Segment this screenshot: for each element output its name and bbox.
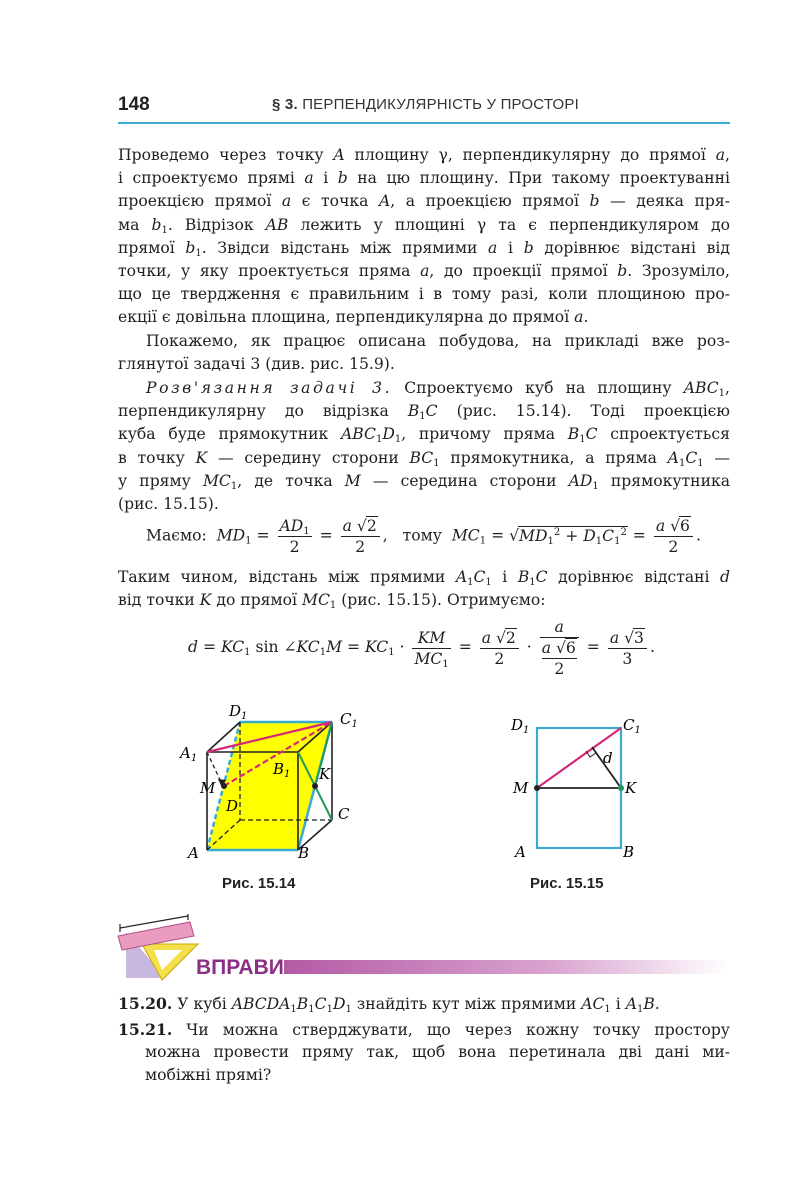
section-number: § 3. <box>272 96 298 113</box>
caption-fig-15-14: Рис. 15.14 <box>222 875 296 892</box>
point-k <box>312 783 318 789</box>
page-number: 148 <box>118 94 150 115</box>
exercise-number: 15.20. <box>118 994 173 1013</box>
figure-15-15 <box>505 700 665 865</box>
label-b1: $B_1$ <box>273 760 291 780</box>
formula-d: $d = KC_1$ $\sin \angle KC_1M = KC_1$ · $\frac{KM}{MC_1}$ = $\frac{a √2}{2}$ · $\frac{a}{\frac{a √6}{2}}$ = $\frac{a √3}{3}$ . <box>188 618 655 678</box>
figure-15-14 <box>170 700 370 865</box>
label-d1: $D_1$ <box>229 702 248 722</box>
exercise-15-21 <box>118 1018 730 1088</box>
exercise-15-20: 15.20. У кубі $ABCDA_1B_1C_1D_1$ знайдіть кут між прямими $AC_1$ і $A_1B$. <box>118 994 660 1015</box>
exercise-text-2: можна провести пряму так, щоб вона перетинала дві дані ми- <box>145 1043 730 1062</box>
solution-paragraph: Розв'язання задачі 3. Спроектуємо куб на площину $ABC_1$, перпендикулярну до відрізка $B_1C$ (рис. 15.14). Тоді проекцією куба буде прямокутник $ABC_1D_1$, причому пряма $B_1C$ спроектується в точку K — середину сторони $BC_1$ прямокутника, а пряма $A_1C_1$ — у пряму $MC_1$, де точка M — середина сторони $AD_1$ прямокутника (рис. 15.15). <box>118 379 731 513</box>
point-k <box>618 785 624 791</box>
label-c1: $C_1$ <box>340 710 358 730</box>
label-b: B <box>623 843 635 861</box>
point-m <box>534 785 540 791</box>
caption-fig-15-15: Рис. 15.15 <box>530 875 604 892</box>
label-k: K <box>319 765 331 783</box>
paragraph-distance: Таким чином, відстань між прямими $A_1C_1$ і $B_1C$ дорівнює відстані d від точки K до прямої $MC_1$ (рис. 15.15). Отримуємо: <box>118 568 731 612</box>
label-k: K <box>625 779 637 797</box>
label-a: A <box>515 843 526 861</box>
exercises-title: ВПРАВИ <box>196 956 284 979</box>
exercises-icon <box>112 914 202 986</box>
label-c1: $C_1$ <box>623 716 641 736</box>
label-a1: $A_1$ <box>180 744 198 764</box>
paragraph-1: Проведемо через точку A площину γ, перпендикулярну до прямої a, і спроектуємо прямі a і b на цю площину. При такому проектуванні проекцією прямої a є точка A, а проекцією прямої b — деяка пря- ма $b_1$. Відрізок AB лежить у площині γ та є перпендикуляром до прямої $b_1$. Звідси відстань між прямими a і b дорівнює відстані від точки, у яку проектується пряма a, до проекції прямої b. Зрозуміло, що це твердження є правильним і в тому разі, коли площиною про- екції є довільна площина, перпендикулярна до прямої a. Покажемо, як працює описана побудова, на прикладі вже роз- глянутої задачі 3 (див. рис. 15.9). <box>118 146 731 373</box>
section-title: ПЕРПЕНДИКУЛЯРНІСТЬ У ПРОСТОРІ <box>302 96 579 113</box>
label-c: C <box>338 805 350 823</box>
label-m: M <box>200 779 216 797</box>
label-a: A <box>188 844 199 862</box>
header-rule <box>118 122 730 124</box>
label-d: D <box>226 797 239 815</box>
label-d: d <box>603 749 613 767</box>
running-header <box>272 96 579 113</box>
formula-md1: Маємо: $MD_1$ = $\frac{AD_1}{2}$ = $\frac{a √2}{2}$ , тому $MC_1 = √MD_1^2 + D_1C_1^2$ = $\frac{a √6}{2}$ . <box>146 517 701 556</box>
label-m: M <box>513 779 529 797</box>
exercises-bar <box>284 960 730 974</box>
label-d1: $D_1$ <box>511 716 530 736</box>
point-m <box>221 783 227 789</box>
label-b: B <box>298 844 310 862</box>
exercise-number: 15.21. <box>118 1020 173 1039</box>
exercise-text-3: мобіжні прямі? <box>145 1066 272 1085</box>
exercise-text-1: Чи можна стверджувати, що через кожну точку простору <box>186 1021 730 1039</box>
